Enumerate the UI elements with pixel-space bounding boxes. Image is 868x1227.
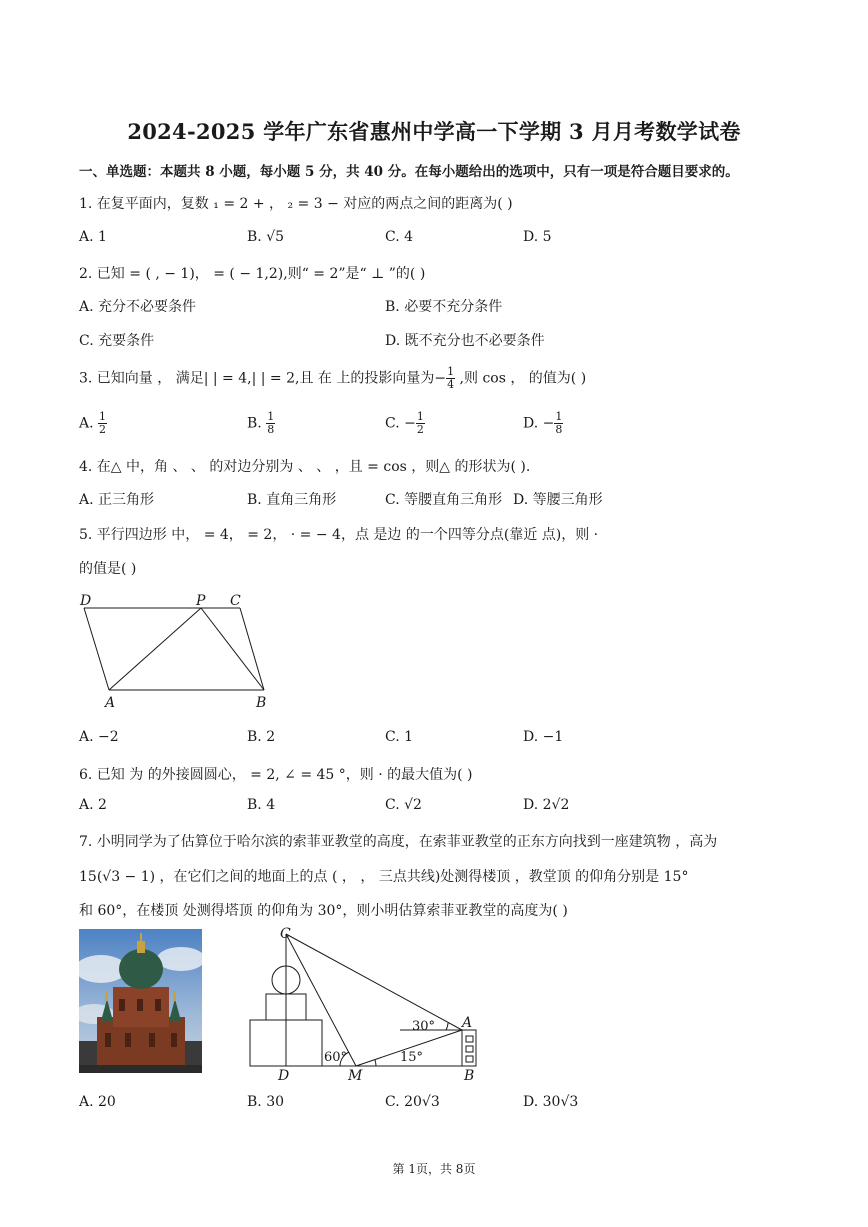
question-5-option-c: C. 1: [385, 729, 414, 745]
question-7-stem-line3: 和 60°，在楼顶 处测得塔顶 的仰角为 30°，则小明估算索菲亚教堂的高度为( ): [79, 903, 568, 919]
question-3-stem-pre: 3. 已知向量 ， 满足| | = 4,| | = 2,且 在 上的投影向量为−: [79, 370, 447, 387]
question-1-option-c: C. 4: [385, 229, 414, 245]
cathedral-photo: [79, 929, 202, 1073]
segment-pb: [201, 608, 264, 690]
question-5-option-a: A. −2: [79, 729, 119, 745]
label-b: B: [256, 695, 267, 711]
question-7-option-d: D. 30√3: [523, 1094, 579, 1110]
question-6-stem: 6. 已知 为 的外接圆圆心， = 2, ∠ = 45 °，则 · 的最大值为( ): [79, 767, 473, 783]
label-m: M: [348, 1068, 363, 1084]
question-1-option-b: B. √5: [247, 229, 285, 245]
question-3-stem: [79, 366, 586, 391]
label-d: D: [80, 593, 92, 609]
question-5-option-d: D. −1: [523, 729, 564, 745]
question-2-option-c: C. 充要条件: [79, 333, 155, 349]
question-4-stem: 4. 在△ 中，角 、 、 的对边分别为 、 、 ，且 = cos ，则△ 的形状为( ).: [79, 459, 531, 475]
question-3-stem-post: ,则 cos ， 的值为( ): [455, 370, 587, 387]
question-3-option-c: C. − $\frac{1}{2}$: [385, 410, 424, 436]
page-title: 2024-2025 学年广东省惠州中学高一下学期 3 月月考数学试卷: [127, 119, 741, 144]
building-window: [466, 1046, 473, 1052]
label-a: A: [462, 1015, 473, 1031]
question-4-option-c: C. 等腰直角三角形: [385, 492, 503, 508]
parallelogram-figure: [76, 590, 276, 712]
label-c: C: [230, 593, 241, 609]
label-angle-60: 60°: [324, 1050, 348, 1065]
building-window: [466, 1036, 473, 1042]
label-c: C: [280, 926, 291, 942]
line-ca: [286, 934, 462, 1030]
label-angle-15: 15°: [400, 1050, 424, 1065]
building-ab: [462, 1030, 476, 1066]
question-3-option-d: D. − $\frac{1}{8}$: [523, 410, 563, 436]
question-3-fraction: $\frac{1}{4}$: [447, 365, 455, 391]
building-window: [466, 1056, 473, 1062]
question-7-option-c: C. 20√3: [385, 1094, 440, 1110]
question-6-option-c: C. √2: [385, 797, 422, 813]
question-5-option-b: B. 2: [247, 729, 276, 745]
question-2-stem: 2. 已知 = ( , − 1)， = ( − 1,2),则“ = 2”是“ ⊥ ”的( ): [79, 266, 426, 282]
edge-ad: [84, 608, 109, 690]
question-3-option-a: A. $\frac{1}{2}$: [79, 410, 107, 436]
label-angle-30: 30°: [412, 1019, 436, 1034]
label-p: P: [196, 593, 206, 609]
question-7-option-b: B. 30: [247, 1094, 285, 1110]
question-3-option-b: B. $\frac{1}{8}$: [247, 410, 275, 436]
question-7-stem-line2: 15(√3 − 1) ，在它们之间的地面上的点 ( ， ， 三点共线)处测得楼顶 ，教堂顶 的仰角分别是 15°: [79, 869, 689, 885]
section-heading: 一、单选题：本题共 8 小题，每小题 5 分，共 40 分。在每小题给出的选项中，只有一项是符合题目要求的。: [79, 164, 739, 180]
church-geometry-figure: [240, 924, 490, 1086]
question-1-option-a: A. 1: [79, 229, 107, 245]
question-5-stem-line1: 5. 平行四边形 中， = 4， = 2， · = − 4，点 是边 的一个四等分点(靠近 点)，则 ·: [79, 527, 599, 543]
line-cm: [286, 934, 356, 1066]
edge-cb: [240, 608, 264, 690]
question-2-option-b: B. 必要不充分条件: [385, 299, 503, 315]
question-6-option-a: A. 2: [79, 797, 107, 813]
label-a: A: [105, 695, 116, 711]
page-footer: 第 1页，共 8页: [392, 1162, 476, 1176]
question-4-option-d: D. 等腰三角形: [513, 492, 603, 508]
segment-ap: [109, 608, 201, 690]
question-6-option-b: B. 4: [247, 797, 276, 813]
question-6-option-d: D. 2√2: [523, 797, 570, 813]
arc-30: [446, 1023, 448, 1030]
question-4-option-b: B. 直角三角形: [247, 492, 337, 508]
question-4-option-a: A. 正三角形: [79, 492, 155, 508]
question-2-option-a: A. 充分不必要条件: [79, 299, 197, 315]
question-2-option-d: D. 既不充分也不必要条件: [385, 333, 545, 349]
question-1-stem: 1. 在复平面内，复数 ₁ = 2 + ， ₂ = 3 − 对应的两点之间的距离为( ): [79, 196, 513, 212]
question-7-stem-line1: 7. 小明同学为了估算位于哈尔滨的索菲亚教堂的高度，在索菲亚教堂的正东方向找到一座建筑物 ，高为: [79, 834, 718, 850]
question-1-option-d: D. 5: [523, 229, 552, 245]
question-5-stem-line2: 的值是( ): [79, 561, 137, 577]
question-7-option-a: A. 20: [79, 1094, 116, 1110]
label-b: B: [464, 1068, 475, 1084]
label-d: D: [278, 1068, 290, 1084]
arc-15: [375, 1060, 376, 1066]
